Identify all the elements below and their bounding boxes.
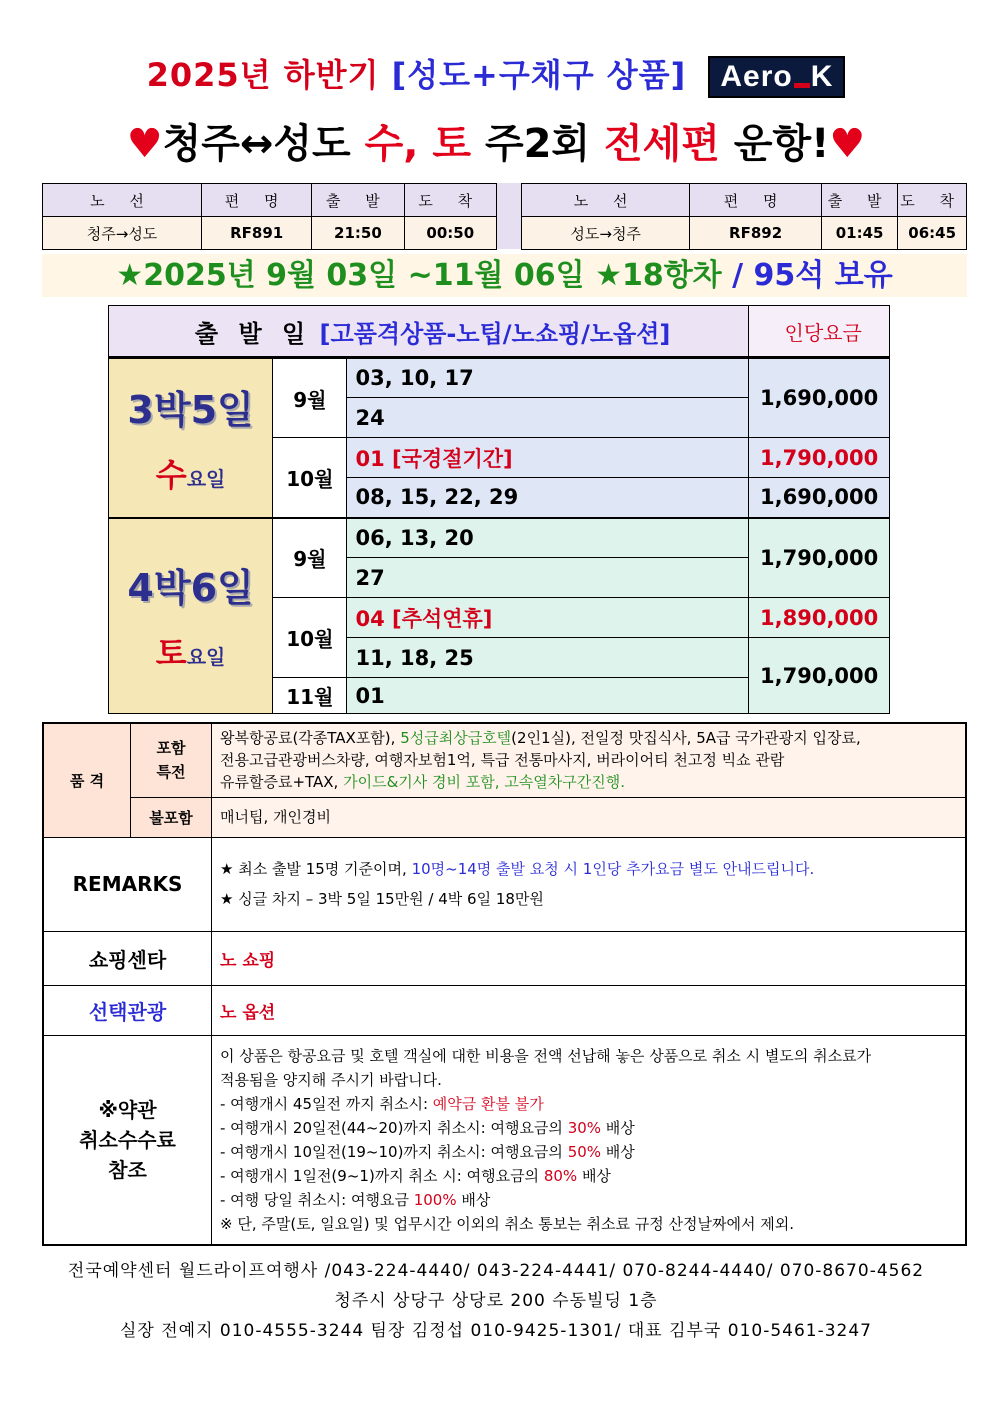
banner-period: ★2025년 9월 03일 ~11월 06일 ★18항차 <box>116 258 722 293</box>
plan1-day: 수요일 <box>155 456 226 495</box>
plan1-sep-price: 1,690,000 <box>749 358 890 438</box>
remarks-content: ★ 최소 출발 15명 기준이며, 10명~14명 출발 요청 시 1인당 추가요금 별도 안내드립니다. ★ 싱글 차지 – 3박 5일 15만원 / 4박 6일 18만원 <box>212 837 967 931</box>
plan2-oct-price-holiday: 1,890,000 <box>749 598 890 638</box>
col-arrival: 도 착 <box>898 184 967 217</box>
title-product: [성도+구채구 상품] <box>391 56 687 94</box>
option-label: 선택관광 <box>43 985 212 1035</box>
col-flight: 편 명 <box>202 184 312 217</box>
subtitle-frequency: 주2회 <box>484 121 591 167</box>
banner-seats: 95석 보유 <box>753 258 893 293</box>
plan1-sep-month: 9월 <box>273 358 347 438</box>
period-banner <box>42 254 967 297</box>
footer-address: 청주시 상당구 상당로 200 수동빌딩 1층 <box>334 1291 658 1311</box>
plan2-nov-month: 11월 <box>273 678 347 714</box>
plan2-oct-month: 10월 <box>273 598 347 678</box>
shopping-label: 쇼핑센타 <box>43 931 212 985</box>
col-flight: 편 명 <box>690 184 822 217</box>
plan1-oct-month: 10월 <box>273 438 347 518</box>
plan2-oct-dates: 11, 18, 25 <box>347 638 749 678</box>
shopping-value: 노 쇼핑 <box>212 931 967 985</box>
outbound-flight: RF891 <box>202 217 312 250</box>
included-label: 포함 특전 <box>131 723 212 797</box>
heart-icon: ♥ <box>126 121 163 167</box>
terms-label: ※약관 취소수수료 참조 <box>43 1035 212 1245</box>
plan1-oct-dates-holiday: 01 [국경절기간] <box>347 438 749 478</box>
plan1-sep-dates: 24 <box>347 398 749 438</box>
inbound-arr: 06:45 <box>898 217 967 250</box>
col-route: 노 선 <box>522 184 690 217</box>
plan1-oct-price-holiday: 1,790,000 <box>749 438 890 478</box>
outbound-flight-table <box>42 183 497 250</box>
inbound-flight-table <box>521 183 967 250</box>
title-year: 2025년 하반기 <box>146 56 380 94</box>
aero-k-logo: Aero K <box>708 56 845 98</box>
plan2-sep-dates: 06, 13, 20 <box>347 518 749 558</box>
footer-contact-1: 전국예약센터 월드라이프여행사 /043-224-4440/ 043-224-4441/ 070-8244-4440/ 070-8670-4562 <box>67 1261 925 1281</box>
header-tag: [고품격상품-노팁/노쇼핑/노옵션] <box>319 319 671 348</box>
plan2-sep-dates: 27 <box>347 558 749 598</box>
remarks-label: REMARKS <box>43 837 212 931</box>
plan2-oct-dates-holiday: 04 [추석연휴] <box>347 598 749 638</box>
plan2-cell <box>109 518 273 714</box>
col-arrival: 도 착 <box>404 184 496 217</box>
footer-contact-2: 실장 전예지 010-4555-3244 팀장 김정섭 010-9425-1301/ 대표 김부국 010-5461-3247 <box>119 1321 873 1341</box>
col-departure: 출 발 <box>312 184 404 217</box>
header-label: 출 발 일 <box>194 319 312 348</box>
plan2-oct-nov-price: 1,790,000 <box>749 638 890 714</box>
price-header: 인당요금 <box>749 306 890 358</box>
excluded-content: 매너팁, 개인경비 <box>212 797 967 837</box>
schedule-header <box>109 306 749 358</box>
plan2-sep-price: 1,790,000 <box>749 518 890 598</box>
inbound-route: 성도→청주 <box>522 217 690 250</box>
subtitle-charter: 전세편 <box>604 121 720 167</box>
inbound-dep: 01:45 <box>821 217 897 250</box>
excluded-label: 불포함 <box>131 797 212 837</box>
plan1-oct-dates: 08, 15, 22, 29 <box>347 478 749 518</box>
plan1-sep-dates: 03, 10, 17 <box>347 358 749 398</box>
plan2-duration: 4박6일 <box>127 566 254 611</box>
terms-content: 이 상품은 항공요금 및 호텔 객실에 대한 비용을 전액 선납해 놓은 상품으로 취소 시 별도의 취소료가 적용됨을 양지해 주시기 바랍니다. - 여행개시 45일전 까지 취소시: 예약금 환불 불가 - 여행개시 20일전(44~20)까지 취소시: 여행요금의 30% 배상 - 여행개시 10일전(19~10)까지 취소시: 여행요금의 50% 배상 - 여행개시 1일전(9~1)까지 취소 시: 여행요금의 80% 배상 - 여행 당일 취소시: 여행요금 100% 배상 ※ 단, 주말(토, 일요일) 및 업무시간 이외의 취소 통보는 취소료 규정 산정날짜에서 제외. <box>212 1035 967 1245</box>
plan2-nov-dates: 01 <box>347 678 749 714</box>
heart-icon: ♥ <box>829 121 866 167</box>
plan1-oct-price: 1,690,000 <box>749 478 890 518</box>
info-table <box>42 722 967 1246</box>
table-divider <box>497 183 521 249</box>
plan2-sep-month: 9월 <box>273 518 347 598</box>
subtitle-days: 수, 토 <box>364 121 472 167</box>
included-content: 왕복항공료(각종TAX포함), 5성급최상급호텔(2인1실), 전일정 맛집식사, 5A급 국가관광지 입장료, 전용고급관광버스차량, 여행자보험1억, 특급 전통마사지, 버라이어티 천고정 빅쇼 관람 유류할증료+TAX, 가이드&기사 경비 포함, 고속열차구간진행. <box>212 723 967 797</box>
subtitle-operation: 운항! <box>733 121 830 167</box>
plan1-cell <box>109 358 273 518</box>
subtitle-route: 청주↔성도 <box>162 121 351 167</box>
page-title <box>0 50 992 98</box>
plan1-duration: 3박5일 <box>127 388 254 433</box>
col-departure: 출 발 <box>821 184 897 217</box>
banner-slash: / <box>732 258 744 293</box>
col-route: 노 선 <box>43 184 202 217</box>
outbound-route: 청주→성도 <box>43 217 202 250</box>
option-value: 노 옵션 <box>212 985 967 1035</box>
pumgyeok-label: 품 격 <box>43 723 131 837</box>
outbound-arr: 00:50 <box>404 217 496 250</box>
outbound-dep: 21:50 <box>312 217 404 250</box>
schedule-table <box>108 305 890 714</box>
plan2-day: 토요일 <box>155 634 226 673</box>
page-subtitle <box>0 112 992 169</box>
inbound-flight: RF892 <box>690 217 822 250</box>
